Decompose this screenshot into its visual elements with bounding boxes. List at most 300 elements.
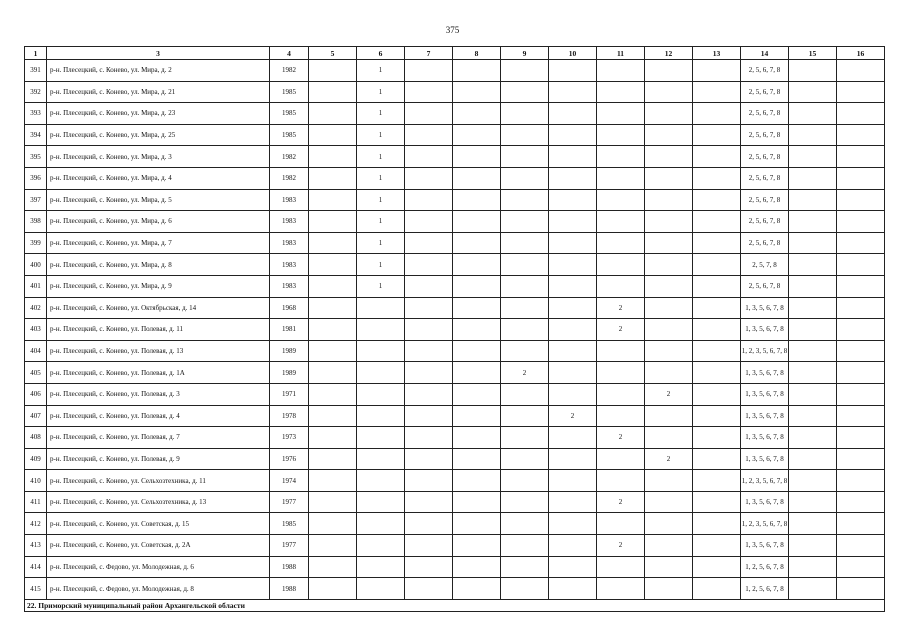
row-number: 406 — [25, 383, 47, 405]
empty-cell — [309, 124, 357, 146]
year-cell: 1988 — [270, 578, 309, 600]
row-number: 412 — [25, 513, 47, 535]
empty-cell — [309, 383, 357, 405]
section-title: 22. Приморский муниципальный район Архангельской области — [25, 599, 885, 611]
value-cell — [597, 383, 645, 405]
empty-cell — [837, 189, 885, 211]
value-cell: 1 — [357, 124, 405, 146]
row-number: 409 — [25, 448, 47, 470]
value-cell — [597, 211, 645, 233]
table-row — [25, 448, 885, 470]
empty-cell — [405, 211, 453, 233]
value-cell: 2 — [597, 491, 645, 513]
empty-cell — [837, 535, 885, 557]
value-cell — [501, 81, 549, 103]
value-cell — [501, 254, 549, 276]
empty-cell — [309, 60, 357, 82]
value-cell: 1, 2, 3, 5, 6, 7, 8 — [741, 340, 789, 362]
value-cell — [549, 232, 597, 254]
empty-cell — [309, 513, 357, 535]
empty-cell — [453, 232, 501, 254]
value-cell — [645, 211, 693, 233]
year-cell: 1973 — [270, 427, 309, 449]
empty-cell — [789, 146, 837, 168]
year-cell: 1983 — [270, 254, 309, 276]
empty-cell — [837, 232, 885, 254]
value-cell: 2, 5, 6, 7, 8 — [741, 275, 789, 297]
empty-cell — [693, 81, 741, 103]
row-number: 400 — [25, 254, 47, 276]
value-cell: 2 — [597, 535, 645, 557]
address-cell: р-н. Плесецкий, с. Конево, ул. Октябрьская, д. 14 — [47, 297, 270, 319]
row-number: 411 — [25, 491, 47, 513]
header-row — [25, 47, 885, 60]
value-cell — [549, 60, 597, 82]
address-cell: р-н. Плесецкий, с. Федово, ул. Молодежная, д. 8 — [47, 578, 270, 600]
empty-cell — [693, 448, 741, 470]
address-cell: р-н. Плесецкий, с. Конево, ул. Полевая, д. 9 — [47, 448, 270, 470]
year-cell: 1982 — [270, 60, 309, 82]
value-cell — [501, 427, 549, 449]
value-cell — [357, 297, 405, 319]
empty-cell — [837, 211, 885, 233]
table-row — [25, 491, 885, 513]
empty-cell — [789, 211, 837, 233]
value-cell — [645, 513, 693, 535]
value-cell — [501, 383, 549, 405]
empty-cell — [309, 470, 357, 492]
empty-cell — [693, 513, 741, 535]
column-header: 1 — [25, 47, 47, 60]
row-number: 393 — [25, 103, 47, 125]
value-cell — [501, 319, 549, 341]
value-cell — [645, 232, 693, 254]
value-cell — [645, 275, 693, 297]
table-row — [25, 383, 885, 405]
value-cell — [549, 81, 597, 103]
value-cell — [357, 578, 405, 600]
empty-cell — [837, 103, 885, 125]
value-cell: 1, 3, 5, 6, 7, 8 — [741, 383, 789, 405]
value-cell — [549, 513, 597, 535]
column-header: 4 — [270, 47, 309, 60]
column-header: 7 — [405, 47, 453, 60]
value-cell — [357, 405, 405, 427]
empty-cell — [405, 513, 453, 535]
address-cell: р-н. Плесецкий, с. Конево, ул. Советская, д. 15 — [47, 513, 270, 535]
address-cell: р-н. Плесецкий, с. Конево, ул. Полевая, д. 3 — [47, 383, 270, 405]
value-cell — [597, 448, 645, 470]
empty-cell — [789, 81, 837, 103]
value-cell — [501, 189, 549, 211]
empty-cell — [405, 254, 453, 276]
value-cell — [597, 556, 645, 578]
row-number: 408 — [25, 427, 47, 449]
table-row — [25, 103, 885, 125]
value-cell — [357, 340, 405, 362]
address-cell: р-н. Плесецкий, с. Конево, ул. Мира, д. 8 — [47, 254, 270, 276]
value-cell — [549, 124, 597, 146]
value-cell — [549, 448, 597, 470]
year-cell: 1971 — [270, 383, 309, 405]
row-number: 398 — [25, 211, 47, 233]
value-cell — [549, 146, 597, 168]
year-cell: 1985 — [270, 124, 309, 146]
value-cell — [597, 470, 645, 492]
empty-cell — [453, 427, 501, 449]
empty-cell — [693, 167, 741, 189]
value-cell: 2, 5, 6, 7, 8 — [741, 167, 789, 189]
empty-cell — [405, 275, 453, 297]
year-cell: 1976 — [270, 448, 309, 470]
value-cell: 1 — [357, 146, 405, 168]
year-cell: 1985 — [270, 513, 309, 535]
year-cell: 1982 — [270, 146, 309, 168]
column-header: 14 — [741, 47, 789, 60]
value-cell — [357, 491, 405, 513]
value-cell: 2, 5, 6, 7, 8 — [741, 124, 789, 146]
value-cell — [645, 340, 693, 362]
value-cell — [597, 578, 645, 600]
value-cell — [357, 383, 405, 405]
value-cell — [501, 405, 549, 427]
table-row — [25, 427, 885, 449]
table-row — [25, 470, 885, 492]
empty-cell — [453, 470, 501, 492]
empty-cell — [453, 211, 501, 233]
value-cell — [549, 297, 597, 319]
empty-cell — [693, 556, 741, 578]
value-cell — [501, 491, 549, 513]
empty-cell — [693, 124, 741, 146]
column-header: 9 — [501, 47, 549, 60]
empty-cell — [693, 232, 741, 254]
value-cell — [549, 383, 597, 405]
empty-cell — [405, 362, 453, 384]
value-cell: 1 — [357, 167, 405, 189]
empty-cell — [693, 578, 741, 600]
value-cell — [597, 81, 645, 103]
empty-cell — [789, 427, 837, 449]
value-cell: 1, 3, 5, 6, 7, 8 — [741, 362, 789, 384]
value-cell — [645, 254, 693, 276]
empty-cell — [789, 124, 837, 146]
value-cell — [597, 60, 645, 82]
year-cell: 1989 — [270, 340, 309, 362]
address-cell: р-н. Плесецкий, с. Конево, ул. Мира, д. 21 — [47, 81, 270, 103]
table-row — [25, 167, 885, 189]
value-cell: 1, 3, 5, 6, 7, 8 — [741, 535, 789, 557]
empty-cell — [693, 60, 741, 82]
value-cell — [501, 60, 549, 82]
year-cell: 1983 — [270, 211, 309, 233]
empty-cell — [837, 167, 885, 189]
empty-cell — [837, 556, 885, 578]
empty-cell — [837, 319, 885, 341]
value-cell: 1, 3, 5, 6, 7, 8 — [741, 297, 789, 319]
address-cell: р-н. Плесецкий, с. Конево, ул. Мира, д. 23 — [47, 103, 270, 125]
empty-cell — [837, 470, 885, 492]
row-number: 399 — [25, 232, 47, 254]
value-cell — [645, 535, 693, 557]
empty-cell — [405, 405, 453, 427]
address-cell: р-н. Плесецкий, с. Конево, ул. Полевая, д. 11 — [47, 319, 270, 341]
empty-cell — [789, 556, 837, 578]
empty-cell — [309, 535, 357, 557]
value-cell — [597, 167, 645, 189]
register-table — [24, 46, 885, 612]
empty-cell — [405, 232, 453, 254]
empty-cell — [693, 491, 741, 513]
empty-cell — [309, 340, 357, 362]
empty-cell — [453, 556, 501, 578]
empty-cell — [789, 167, 837, 189]
value-cell — [645, 81, 693, 103]
value-cell — [549, 211, 597, 233]
year-cell: 1977 — [270, 535, 309, 557]
value-cell — [645, 362, 693, 384]
empty-cell — [837, 146, 885, 168]
empty-cell — [405, 319, 453, 341]
value-cell: 1 — [357, 275, 405, 297]
year-cell: 1988 — [270, 556, 309, 578]
table-row — [25, 60, 885, 82]
value-cell — [645, 405, 693, 427]
empty-cell — [837, 275, 885, 297]
value-cell: 2, 5, 6, 7, 8 — [741, 103, 789, 125]
address-cell: р-н. Плесецкий, с. Конево, ул. Мира, д. 25 — [47, 124, 270, 146]
value-cell: 1 — [357, 81, 405, 103]
empty-cell — [693, 319, 741, 341]
value-cell — [501, 578, 549, 600]
column-header: 6 — [357, 47, 405, 60]
value-cell — [501, 167, 549, 189]
empty-cell — [309, 297, 357, 319]
value-cell: 1, 3, 5, 6, 7, 8 — [741, 405, 789, 427]
year-cell: 1985 — [270, 81, 309, 103]
empty-cell — [309, 254, 357, 276]
empty-cell — [693, 535, 741, 557]
value-cell — [597, 189, 645, 211]
value-cell — [501, 124, 549, 146]
row-number: 404 — [25, 340, 47, 362]
address-cell: р-н. Плесецкий, с. Конево, ул. Мира, д. 9 — [47, 275, 270, 297]
address-cell: р-н. Плесецкий, с. Конево, ул. Сельхозтехника, д. 11 — [47, 470, 270, 492]
table-row — [25, 340, 885, 362]
table-row — [25, 232, 885, 254]
value-cell — [597, 103, 645, 125]
value-cell: 2 — [501, 362, 549, 384]
value-cell: 2 — [597, 297, 645, 319]
value-cell — [501, 232, 549, 254]
value-cell — [357, 427, 405, 449]
row-number: 405 — [25, 362, 47, 384]
empty-cell — [309, 103, 357, 125]
empty-cell — [453, 491, 501, 513]
empty-cell — [309, 81, 357, 103]
row-number: 394 — [25, 124, 47, 146]
column-header: 3 — [47, 47, 270, 60]
empty-cell — [789, 60, 837, 82]
value-cell — [597, 362, 645, 384]
empty-cell — [789, 448, 837, 470]
empty-cell — [789, 275, 837, 297]
row-number: 401 — [25, 275, 47, 297]
value-cell — [501, 275, 549, 297]
value-cell — [597, 405, 645, 427]
column-header: 15 — [789, 47, 837, 60]
value-cell — [501, 556, 549, 578]
value-cell: 1, 3, 5, 6, 7, 8 — [741, 448, 789, 470]
value-cell: 1 — [357, 232, 405, 254]
empty-cell — [309, 491, 357, 513]
address-cell: р-н. Плесецкий, с. Конево, ул. Мира, д. 2 — [47, 60, 270, 82]
value-cell — [357, 319, 405, 341]
empty-cell — [789, 491, 837, 513]
empty-cell — [693, 211, 741, 233]
value-cell — [645, 427, 693, 449]
column-header: 13 — [693, 47, 741, 60]
empty-cell — [693, 275, 741, 297]
value-cell — [549, 319, 597, 341]
empty-cell — [453, 81, 501, 103]
empty-cell — [405, 167, 453, 189]
empty-cell — [837, 427, 885, 449]
row-number: 397 — [25, 189, 47, 211]
row-number: 396 — [25, 167, 47, 189]
value-cell — [645, 189, 693, 211]
value-cell: 2 — [597, 319, 645, 341]
value-cell: 2, 5, 6, 7, 8 — [741, 211, 789, 233]
year-cell: 1974 — [270, 470, 309, 492]
empty-cell — [453, 254, 501, 276]
value-cell — [549, 103, 597, 125]
value-cell — [597, 340, 645, 362]
empty-cell — [453, 578, 501, 600]
table-row — [25, 578, 885, 600]
value-cell: 2, 5, 6, 7, 8 — [741, 189, 789, 211]
value-cell: 1 — [357, 189, 405, 211]
value-cell — [357, 448, 405, 470]
row-number: 391 — [25, 60, 47, 82]
empty-cell — [309, 275, 357, 297]
empty-cell — [789, 340, 837, 362]
address-cell: р-н. Плесецкий, с. Конево, ул. Полевая, д. 4 — [47, 405, 270, 427]
value-cell — [549, 427, 597, 449]
empty-cell — [453, 448, 501, 470]
address-cell: р-н. Плесецкий, с. Конево, ул. Мира, д. 6 — [47, 211, 270, 233]
empty-cell — [693, 405, 741, 427]
column-header: 10 — [549, 47, 597, 60]
empty-cell — [453, 167, 501, 189]
empty-cell — [453, 362, 501, 384]
year-cell: 1983 — [270, 189, 309, 211]
value-cell: 1, 3, 5, 6, 7, 8 — [741, 491, 789, 513]
table-row — [25, 146, 885, 168]
row-number: 410 — [25, 470, 47, 492]
empty-cell — [453, 383, 501, 405]
empty-cell — [837, 60, 885, 82]
empty-cell — [453, 405, 501, 427]
value-cell — [645, 60, 693, 82]
value-cell — [597, 513, 645, 535]
empty-cell — [789, 578, 837, 600]
empty-cell — [309, 167, 357, 189]
row-number: 414 — [25, 556, 47, 578]
column-header: 8 — [453, 47, 501, 60]
address-cell: р-н. Плесецкий, с. Конево, ул. Мира, д. 5 — [47, 189, 270, 211]
empty-cell — [405, 81, 453, 103]
empty-cell — [309, 319, 357, 341]
empty-cell — [837, 405, 885, 427]
empty-cell — [309, 556, 357, 578]
empty-cell — [405, 383, 453, 405]
empty-cell — [309, 362, 357, 384]
address-cell: р-н. Плесецкий, с. Конево, ул. Сельхозтехника, д. 13 — [47, 491, 270, 513]
empty-cell — [405, 578, 453, 600]
empty-cell — [309, 448, 357, 470]
empty-cell — [789, 254, 837, 276]
row-number: 413 — [25, 535, 47, 557]
empty-cell — [309, 405, 357, 427]
empty-cell — [789, 103, 837, 125]
empty-cell — [789, 383, 837, 405]
row-number: 407 — [25, 405, 47, 427]
empty-cell — [837, 124, 885, 146]
value-cell — [549, 578, 597, 600]
value-cell — [645, 556, 693, 578]
value-cell: 1 — [357, 103, 405, 125]
value-cell — [501, 146, 549, 168]
empty-cell — [405, 427, 453, 449]
empty-cell — [309, 427, 357, 449]
value-cell — [645, 146, 693, 168]
empty-cell — [405, 146, 453, 168]
empty-cell — [405, 535, 453, 557]
empty-cell — [453, 513, 501, 535]
value-cell: 2, 5, 6, 7, 8 — [741, 232, 789, 254]
empty-cell — [453, 275, 501, 297]
address-cell: р-н. Плесецкий, с. Конево, ул. Полевая, д. 1А — [47, 362, 270, 384]
empty-cell — [405, 448, 453, 470]
table-row — [25, 254, 885, 276]
empty-cell — [789, 232, 837, 254]
value-cell: 2, 5, 6, 7, 8 — [741, 81, 789, 103]
empty-cell — [693, 362, 741, 384]
value-cell: 1 — [357, 211, 405, 233]
value-cell: 1, 2, 3, 5, 6, 7, 8 — [741, 470, 789, 492]
empty-cell — [453, 297, 501, 319]
value-cell — [645, 124, 693, 146]
value-cell — [501, 103, 549, 125]
value-cell: 2 — [549, 405, 597, 427]
value-cell: 2, 5, 7, 8 — [741, 254, 789, 276]
section-row — [25, 599, 885, 611]
empty-cell — [789, 362, 837, 384]
table-row — [25, 513, 885, 535]
value-cell: 1 — [357, 60, 405, 82]
value-cell — [549, 189, 597, 211]
value-cell — [645, 470, 693, 492]
address-cell: р-н. Плесецкий, с. Конево, ул. Советская, д. 2А — [47, 535, 270, 557]
address-cell: р-н. Плесецкий, с. Конево, ул. Полевая, д. 7 — [47, 427, 270, 449]
column-header: 12 — [645, 47, 693, 60]
empty-cell — [453, 189, 501, 211]
empty-cell — [453, 103, 501, 125]
value-cell: 1, 3, 5, 6, 7, 8 — [741, 427, 789, 449]
value-cell — [357, 535, 405, 557]
value-cell — [357, 556, 405, 578]
